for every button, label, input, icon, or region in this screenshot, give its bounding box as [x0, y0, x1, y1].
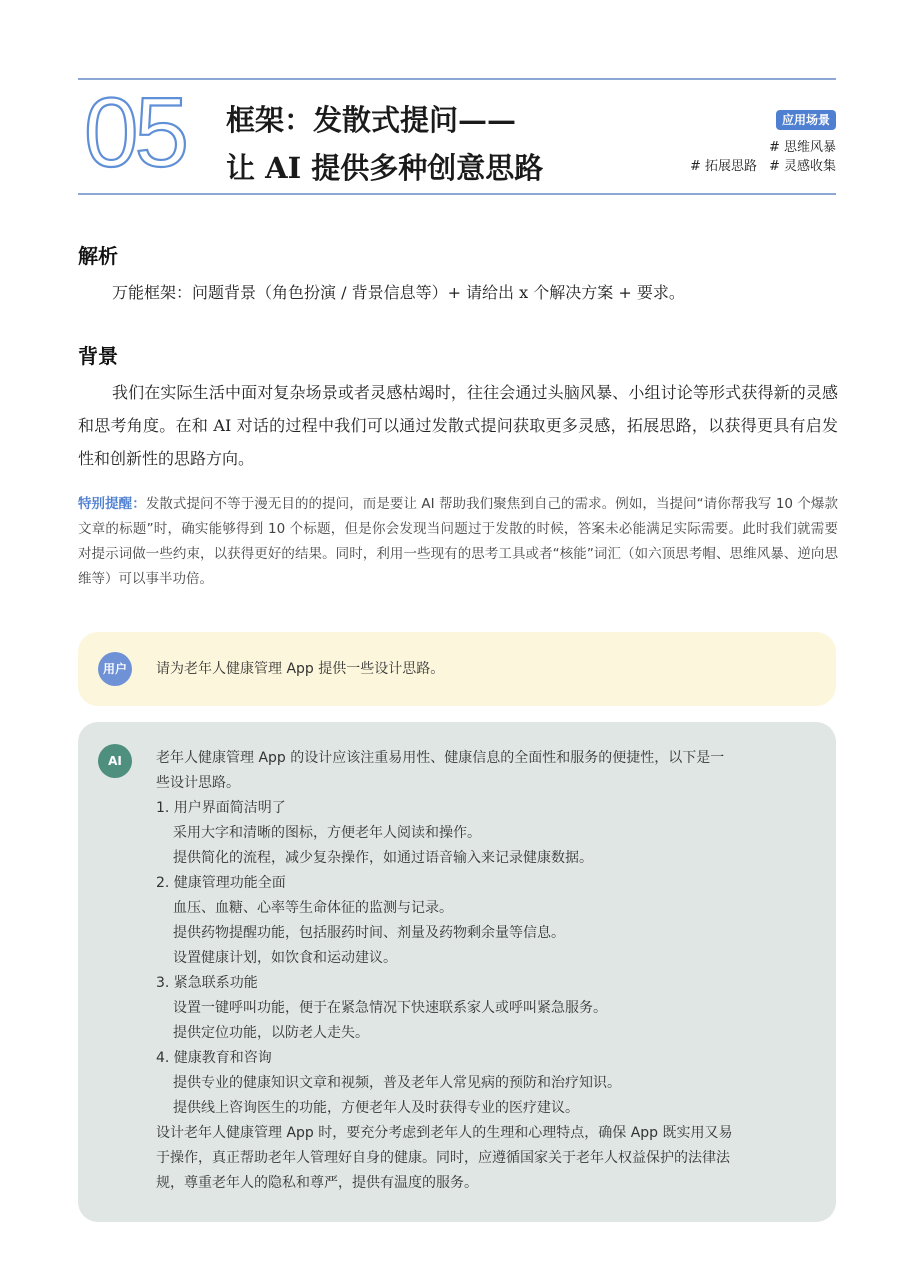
special-note: [78, 492, 838, 592]
page-title: [226, 96, 543, 192]
ai-paragraph-line: 规，尊重老年人的隐私和尊严，提供有温度的服务。: [156, 1175, 478, 1191]
ai-message-text: [156, 746, 806, 1196]
ai-message-bubble: [78, 722, 836, 1222]
ai-section-heading: 4. 健康教育和咨询: [156, 1050, 272, 1066]
special-note-lead: 特别提醒：: [78, 496, 146, 512]
chapter-number-text: 05: [84, 84, 186, 184]
ai-list-item: 设置健康计划，如饮食和运动建议。: [173, 950, 397, 966]
user-message-text: 请为老年人健康管理 App 提供一些设计思路。: [156, 661, 445, 677]
header-bottom-rule: [78, 193, 836, 195]
analysis-text: 万能框架：问题背景（角色扮演 / 背景信息等）+ 请给出 x 个解决方案 + 要求。: [112, 283, 685, 302]
ai-paragraph-line: 些设计思路。: [156, 775, 240, 791]
tag-inspiration: # 灵感收集: [768, 159, 836, 174]
ai-section-heading: 2. 健康管理功能全面: [156, 875, 286, 891]
user-avatar: 用户: [98, 652, 132, 686]
tag-expand: # 拓展思路: [689, 159, 757, 174]
tag-brainstorm: # 思维风暴: [768, 140, 836, 155]
ai-list-item: 提供定位功能，以防老人走失。: [173, 1025, 369, 1041]
ai-paragraph-line: 老年人健康管理 App 的设计应该注重易用性、健康信息的全面性和服务的便捷性，以下是一: [156, 750, 725, 766]
ai-list-item: 提供线上咨询医生的功能，方便老年人及时获得专业的医疗建议。: [173, 1100, 579, 1116]
ai-list-item: 采用大字和清晰的图标，方便老年人阅读和操作。: [173, 825, 481, 841]
page-title-line2: 让 AI 提供多种创意思路: [226, 151, 544, 185]
ai-paragraph-line: 设计老年人健康管理 App 时，要充分考虑到老年人的生理和心理特点，确保 App 既实用又易: [156, 1125, 733, 1141]
ai-list-item: 提供简化的流程，减少复杂操作，如通过语音输入来记录健康数据。: [173, 850, 593, 866]
ai-list-item: 提供专业的健康知识文章和视频，普及老年人常见病的预防和治疗知识。: [173, 1075, 621, 1091]
ai-list-item: 设置一键呼叫功能，便于在紧急情况下快速联系家人或呼叫紧急服务。: [173, 1000, 607, 1016]
page-title-line1: 框架：发散式提问——: [226, 103, 517, 137]
header-top-rule: [78, 78, 836, 80]
background-text: 我们在实际生活中面对复杂场景或者灵感枯竭时，往往会通过头脑风暴、小组讨论等形式获得新的灵感和思考角度。在和 AI 对话的过程中我们可以通过发散式提问获取更多灵感，拓展思路，以获得更具有启发性和创新性的思路方向。: [78, 383, 838, 468]
ai-list-item: 血压、血糖、心率等生命体征的监测与记录。: [173, 900, 453, 916]
tag-list: [678, 138, 836, 176]
special-note-text: 发散式提问不等于漫无目的的提问，而是要让 AI 帮助我们聚焦到自己的需求。例如，当提问“请你帮我写 10 个爆款文章的标题”时，确实能够得到 10 个标题，但是你会发现当问题过于发散的时候，答案未必能满足实际需要。此时我们就需要对提示词做一些约束，以获得更好的结果。同时，利用一些现有的思考工具或者“核能”词汇（如六顶思考帽、思维风暴、逆向思维等）可以事半功倍。: [78, 496, 838, 587]
scenario-badge: 应用场景: [776, 110, 836, 130]
ai-avatar: AI: [98, 744, 132, 778]
ai-section-heading: 1. 用户界面简洁明了: [156, 800, 286, 816]
user-message-bubble: [78, 632, 836, 706]
ai-section-heading: 3. 紧急联系功能: [156, 975, 258, 991]
analysis-heading: 解析: [78, 244, 118, 268]
ai-list-item: 提供药物提醒功能，包括服药时间、剂量及药物剩余量等信息。: [173, 925, 565, 941]
chapter-number: [84, 84, 204, 184]
ai-paragraph-line: 于操作，真正帮助老年人管理好自身的健康。同时，应遵循国家关于老年人权益保护的法律法: [156, 1150, 730, 1166]
background-heading: 背景: [78, 344, 118, 368]
